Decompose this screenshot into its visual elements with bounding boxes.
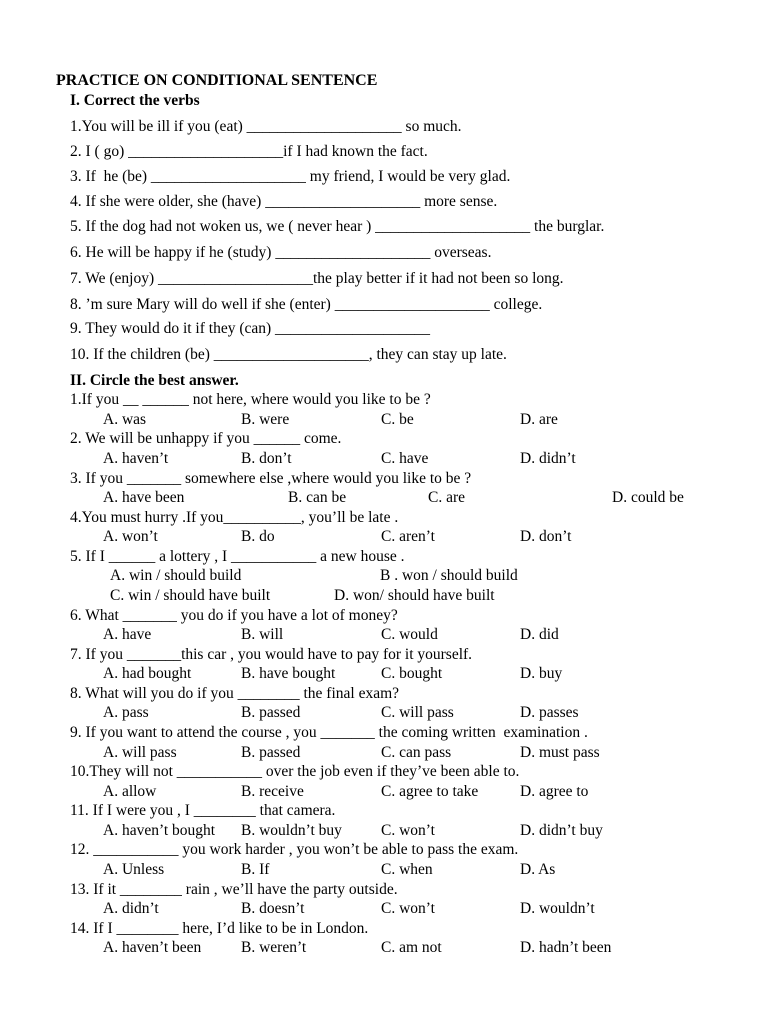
answer-option[interactable]: D. As <box>520 861 556 878</box>
verb-item: 10. If the children (be) ____________________, they can stay up late. <box>70 346 507 363</box>
answer-option[interactable]: C. when <box>381 861 433 878</box>
verb-item: 6. He will be happy if he (study) ____________________ overseas. <box>70 244 492 261</box>
answer-option[interactable]: A. Unless <box>103 861 165 878</box>
verb-item: 5. If the dog had not woken us, we ( never hear ) ____________________ the burglar. <box>70 218 605 235</box>
question-text: 4.You must hurry .If you__________, you’ll be late . <box>70 509 399 526</box>
page-title: PRACTICE ON CONDITIONAL SENTENCE <box>56 72 378 89</box>
answer-option[interactable]: C. will pass <box>381 704 454 721</box>
question-text: 1.If you __ ______ not here, where would you like to be ? <box>70 391 431 408</box>
answer-option[interactable]: A. have been <box>103 489 185 506</box>
question-text: 2. We will be unhappy if you ______ come. <box>70 430 342 447</box>
answer-option[interactable]: A. haven’t bought <box>103 822 216 839</box>
answer-option[interactable]: C. bought <box>381 665 443 682</box>
answer-option[interactable]: C. have <box>381 450 429 467</box>
question-text: 13. If it ________ rain , we’ll have the party outside. <box>70 881 398 898</box>
answer-option[interactable]: B. don’t <box>241 450 292 467</box>
answer-option[interactable]: D. hadn’t been <box>520 939 612 956</box>
question-text: 5. If I ______ a lottery , I ___________ a new house . <box>70 548 405 565</box>
answer-option[interactable]: D. agree to <box>520 783 589 800</box>
answer-option[interactable]: B. do <box>241 528 275 545</box>
answer-option[interactable]: C. won’t <box>381 900 435 917</box>
answer-option[interactable]: A. won’t <box>103 528 158 545</box>
answer-option[interactable]: C. won’t <box>381 822 435 839</box>
answer-option[interactable]: A. pass <box>103 704 149 721</box>
question-text: 6. What _______ you do if you have a lot of money? <box>70 607 398 624</box>
answer-option[interactable]: D. are <box>520 411 558 428</box>
answer-option[interactable]: D. don’t <box>520 528 572 545</box>
answer-option[interactable]: A. win / should build <box>110 567 242 584</box>
answer-option[interactable]: B. have bought <box>241 665 336 682</box>
question-text: 10.They will not ___________ over the job even if they’ve been able to. <box>70 763 520 780</box>
answer-option[interactable]: B. passed <box>241 704 301 721</box>
verb-item: 4. If she were older, she (have) ____________________ more sense. <box>70 193 498 210</box>
verb-item: 2. I ( go) ____________________if I had known the fact. <box>70 143 428 160</box>
answer-option[interactable]: B. weren’t <box>241 939 307 956</box>
section2-heading: II. Circle the best answer. <box>70 372 239 389</box>
verb-item: 9. They would do it if they (can) ____________________ <box>70 320 431 337</box>
verb-item: 3. If he (be) ____________________ my friend, I would be very glad. <box>70 168 511 185</box>
answer-option[interactable]: D. buy <box>520 665 563 682</box>
question-text: 12. ___________ you work harder , you won’t be able to pass the exam. <box>70 841 519 858</box>
answer-option[interactable]: D. wouldn’t <box>520 900 595 917</box>
answer-option[interactable]: A. haven’t been <box>103 939 202 956</box>
answer-option[interactable]: B . won / should build <box>380 567 518 584</box>
answer-option[interactable]: B. If <box>241 861 270 878</box>
answer-option[interactable]: A. had bought <box>103 665 192 682</box>
question-text: 9. If you want to attend the course , you _______ the coming written examination . <box>70 724 588 741</box>
answer-option[interactable]: C. be <box>381 411 414 428</box>
answer-option[interactable]: B. will <box>241 626 284 643</box>
question-text: 11. If I were you , I ________ that camera. <box>70 802 336 819</box>
question-text: 3. If you _______ somewhere else ,where would you like to be ? <box>70 470 472 487</box>
section1-heading: I. Correct the verbs <box>70 92 200 109</box>
question-text: 7. If you _______this car , you would have to pay for it yourself. <box>70 646 473 663</box>
verb-item: 1.You will be ill if you (eat) ____________________ so much. <box>70 118 462 135</box>
answer-option[interactable]: D. could be <box>612 489 684 506</box>
answer-option[interactable]: B. wouldn’t buy <box>241 822 342 839</box>
answer-option[interactable]: C. win / should have built <box>110 587 271 604</box>
answer-option[interactable]: A. was <box>103 411 147 428</box>
answer-option[interactable]: C. can pass <box>381 744 452 761</box>
answer-option[interactable]: D. must pass <box>520 744 600 761</box>
answer-option[interactable]: C. am not <box>381 939 442 956</box>
verb-item: 7. We (enjoy) ____________________the play better if it had not been so long. <box>70 270 564 287</box>
answer-option[interactable]: B. receive <box>241 783 304 800</box>
question-text: 14. If I ________ here, I’d like to be in London. <box>70 920 369 937</box>
question-text: 8. What will you do if you ________ the final exam? <box>70 685 400 702</box>
answer-option[interactable]: D. didn’t <box>520 450 576 467</box>
answer-option[interactable]: D. did <box>520 626 559 643</box>
answer-option[interactable]: C. are <box>428 489 466 506</box>
answer-option[interactable]: A. will pass <box>103 744 177 761</box>
answer-option[interactable]: D. won/ should have built <box>334 587 495 604</box>
answer-option[interactable]: D. didn’t buy <box>520 822 603 839</box>
answer-option[interactable]: A. didn’t <box>103 900 159 917</box>
answer-option[interactable]: A. haven’t <box>103 450 169 467</box>
answer-option[interactable]: A. have <box>103 626 152 643</box>
verb-item: 8. ’m sure Mary will do well if she (enter) ____________________ college. <box>70 296 543 313</box>
answer-option[interactable]: B. were <box>241 411 290 428</box>
answer-option[interactable]: B. doesn’t <box>241 900 305 917</box>
answer-option[interactable]: C. would <box>381 626 438 643</box>
answer-option[interactable]: B. passed <box>241 744 301 761</box>
answer-option[interactable]: D. passes <box>520 704 579 721</box>
answer-option[interactable]: A. allow <box>103 783 157 800</box>
answer-option[interactable]: B. can be <box>288 489 347 506</box>
answer-option[interactable]: C. aren’t <box>381 528 435 545</box>
answer-option[interactable]: C. agree to take <box>381 783 479 800</box>
